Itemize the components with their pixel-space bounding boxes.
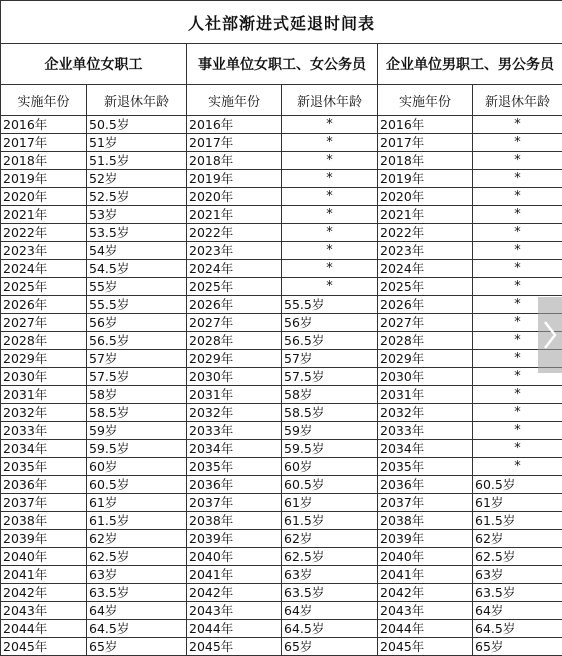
cell-age: 62.5岁 [87,548,187,566]
cell-year: 2035年 [378,458,473,476]
cell-age: 56岁 [282,314,378,332]
cell-age: * [282,260,378,278]
cell-age: * [282,224,378,242]
cell-age: 65岁 [473,638,562,656]
cell-age: 53岁 [87,206,187,224]
cell-year: 2041年 [187,566,282,584]
cell-age: 64岁 [473,602,562,620]
cell-age: * [473,386,562,404]
col-header-year: 实施年份 [1,85,87,116]
cell-age: 54岁 [87,242,187,260]
col-header-age: 新退休年龄 [87,85,187,116]
cell-year: 2043年 [187,602,282,620]
cell-year: 2029年 [378,350,473,368]
cell-year: 2020年 [187,188,282,206]
table-row [1,224,562,242]
cell-year: 2040年 [1,548,87,566]
col-header-age: 新退休年龄 [473,85,562,116]
cell-year: 2022年 [187,224,282,242]
cell-year: 2018年 [187,152,282,170]
cell-age: 57岁 [282,350,378,368]
cell-age: 57.5岁 [87,368,187,386]
cell-year: 2018年 [1,152,87,170]
table-row [1,260,562,278]
cell-age: 62.5岁 [282,548,378,566]
cell-age: 61岁 [87,494,187,512]
cell-year: 2026年 [187,296,282,314]
cell-age: 65岁 [87,638,187,656]
cell-year: 2040年 [378,548,473,566]
cell-year: 2021年 [1,206,87,224]
cell-age: 65岁 [282,638,378,656]
cell-age: * [473,224,562,242]
cell-age: 56岁 [87,314,187,332]
cell-year: 2028年 [1,332,87,350]
cell-age: 62岁 [87,530,187,548]
cell-year: 2033年 [187,422,282,440]
cell-age: 58岁 [87,386,187,404]
cell-year: 2026年 [378,296,473,314]
cell-age: 62岁 [473,530,562,548]
cell-year: 2042年 [1,584,87,602]
cell-age: 55.5岁 [282,296,378,314]
cell-year: 2033年 [378,422,473,440]
cell-year: 2016年 [187,116,282,134]
table-row [1,638,562,656]
cell-age: 59岁 [87,422,187,440]
cell-age: 55.5岁 [87,296,187,314]
cell-age: * [473,332,562,350]
cell-year: 2024年 [1,260,87,278]
cell-age: 61岁 [282,494,378,512]
cell-year: 2028年 [187,332,282,350]
chevron-right-icon [543,320,557,350]
cell-age: * [473,116,562,134]
cell-year: 2042年 [187,584,282,602]
cell-age: * [473,350,562,368]
cell-age: 64岁 [282,602,378,620]
table-row [1,350,562,368]
cell-age: 60岁 [282,458,378,476]
cell-age: 63.5岁 [87,584,187,602]
cell-year: 2029年 [1,350,87,368]
cell-age: 61岁 [473,494,562,512]
cell-age: 57岁 [87,350,187,368]
cell-age: * [473,368,562,386]
table-row [1,170,562,188]
cell-age: 64.5岁 [282,620,378,638]
cell-age: * [282,242,378,260]
cell-age: 59.5岁 [282,440,378,458]
cell-age: 59岁 [282,422,378,440]
cell-year: 2022年 [378,224,473,242]
cell-age: * [473,422,562,440]
cell-year: 2027年 [187,314,282,332]
cell-age: * [473,242,562,260]
cell-year: 2025年 [1,278,87,296]
table-row [1,584,562,602]
cell-year: 2032年 [187,404,282,422]
cell-year: 2021年 [378,206,473,224]
cell-age: 62岁 [282,530,378,548]
table-row [1,278,562,296]
cell-year: 2019年 [187,170,282,188]
cell-age: 56.5岁 [87,332,187,350]
cell-age: * [473,404,562,422]
cell-year: 2031年 [378,386,473,404]
cell-age: * [282,152,378,170]
cell-year: 2019年 [1,170,87,188]
table-row [1,386,562,404]
cell-age: 57.5岁 [282,368,378,386]
table-row [1,152,562,170]
group-header-enterprise-female: 企业单位女职工 [1,44,187,85]
cell-year: 2045年 [378,638,473,656]
table-row [1,548,562,566]
cell-year: 2027年 [1,314,87,332]
cell-year: 2043年 [1,602,87,620]
cell-year: 2016年 [378,116,473,134]
cell-age: 55岁 [87,278,187,296]
cell-year: 2029年 [187,350,282,368]
table-row [1,602,562,620]
cell-age: * [282,134,378,152]
cell-year: 2021年 [187,206,282,224]
cell-year: 2037年 [187,494,282,512]
cell-age: 60.5岁 [87,476,187,494]
cell-age: * [473,296,562,314]
cell-year: 2036年 [378,476,473,494]
cell-age: * [473,278,562,296]
cell-year: 2020年 [1,188,87,206]
col-header-year: 实施年份 [187,85,282,116]
table-row [1,332,562,350]
cell-year: 2043年 [378,602,473,620]
cell-age: * [282,116,378,134]
cell-year: 2041年 [1,566,87,584]
cell-age: 52.5岁 [87,188,187,206]
cell-year: 2024年 [187,260,282,278]
cell-year: 2022年 [1,224,87,242]
cell-age: 50.5岁 [87,116,187,134]
cell-age: 63.5岁 [282,584,378,602]
cell-age: * [473,152,562,170]
group-header-male: 企业单位男职工、男公务员 [378,44,562,85]
cell-age: * [473,170,562,188]
table-row [1,404,562,422]
cell-year: 2038年 [187,512,282,530]
cell-age: 63岁 [473,566,562,584]
cell-year: 2016年 [1,116,87,134]
table-row [1,116,562,134]
table-row [1,242,562,260]
cell-year: 2017年 [187,134,282,152]
cell-year: 2031年 [1,386,87,404]
cell-year: 2034年 [378,440,473,458]
cell-year: 2032年 [378,404,473,422]
table-row [1,494,562,512]
cell-year: 2042年 [378,584,473,602]
cell-age: * [473,260,562,278]
cell-year: 2037年 [1,494,87,512]
cell-age: * [473,206,562,224]
cell-age: 64岁 [87,602,187,620]
cell-age: 60.5岁 [282,476,378,494]
cell-age: * [473,188,562,206]
table-row [1,368,562,386]
cell-age: 63岁 [87,566,187,584]
cell-year: 2017年 [1,134,87,152]
cell-year: 2036年 [187,476,282,494]
cell-age: 58.5岁 [87,404,187,422]
group-header-institution-female: 事业单位女职工、女公务员 [187,44,378,85]
cell-year: 2034年 [187,440,282,458]
table-row [1,530,562,548]
cell-age: * [473,314,562,332]
table-row [1,206,562,224]
cell-age: 62.5岁 [473,548,562,566]
cell-year: 2044年 [1,620,87,638]
cell-age: 51.5岁 [87,152,187,170]
table-row [1,620,562,638]
cell-year: 2025年 [378,278,473,296]
table-title: 人社部渐进式延退时间表 [1,1,562,44]
col-header-age: 新退休年龄 [282,85,378,116]
cell-age: 58.5岁 [282,404,378,422]
cell-year: 2036年 [1,476,87,494]
cell-year: 2026年 [1,296,87,314]
cell-year: 2030年 [187,368,282,386]
cell-year: 2027年 [378,314,473,332]
cell-year: 2045年 [1,638,87,656]
cell-year: 2023年 [1,242,87,260]
table-row [1,440,562,458]
table-row [1,314,562,332]
table-row [1,512,562,530]
cell-year: 2039年 [187,530,282,548]
cell-age: 64.5岁 [87,620,187,638]
table-body [1,116,562,656]
cell-year: 2030年 [378,368,473,386]
cell-age: 63.5岁 [473,584,562,602]
cell-age: 61.5岁 [473,512,562,530]
cell-age: 60.5岁 [473,476,562,494]
cell-year: 2035年 [187,458,282,476]
table-row [1,422,562,440]
cell-year: 2037年 [378,494,473,512]
table-row [1,566,562,584]
table-row [1,476,562,494]
cell-year: 2038年 [1,512,87,530]
table-row [1,458,562,476]
cell-year: 2033年 [1,422,87,440]
cell-age: * [282,278,378,296]
cell-age: * [282,188,378,206]
table-row [1,296,562,314]
cell-age: 63岁 [282,566,378,584]
cell-year: 2024年 [378,260,473,278]
cell-age: 51岁 [87,134,187,152]
cell-age: * [282,170,378,188]
cell-year: 2039年 [1,530,87,548]
col-header-year: 实施年份 [378,85,473,116]
cell-year: 2030年 [1,368,87,386]
cell-year: 2039年 [378,530,473,548]
cell-age: * [473,134,562,152]
cell-age: * [282,206,378,224]
cell-age: * [473,440,562,458]
cell-year: 2031年 [187,386,282,404]
cell-year: 2045年 [187,638,282,656]
cell-age: 64.5岁 [473,620,562,638]
cell-age: 61.5岁 [282,512,378,530]
cell-year: 2019年 [378,170,473,188]
cell-year: 2044年 [378,620,473,638]
cell-year: 2028年 [378,332,473,350]
cell-year: 2044年 [187,620,282,638]
table-row [1,134,562,152]
cell-age: 60岁 [87,458,187,476]
cell-year: 2018年 [378,152,473,170]
cell-age: 58岁 [282,386,378,404]
cell-age: 52岁 [87,170,187,188]
cell-year: 2023年 [187,242,282,260]
cell-year: 2025年 [187,278,282,296]
cell-age: * [473,458,562,476]
cell-year: 2020年 [378,188,473,206]
cell-year: 2035年 [1,458,87,476]
cell-age: 56.5岁 [282,332,378,350]
cell-year: 2032年 [1,404,87,422]
cell-year: 2034年 [1,440,87,458]
table-row [1,188,562,206]
next-page-button[interactable] [538,297,562,373]
cell-age: 53.5岁 [87,224,187,242]
cell-age: 61.5岁 [87,512,187,530]
cell-age: 54.5岁 [87,260,187,278]
cell-age: 59.5岁 [87,440,187,458]
cell-year: 2017年 [378,134,473,152]
cell-year: 2040年 [187,548,282,566]
cell-year: 2041年 [378,566,473,584]
cell-year: 2023年 [378,242,473,260]
cell-year: 2038年 [378,512,473,530]
